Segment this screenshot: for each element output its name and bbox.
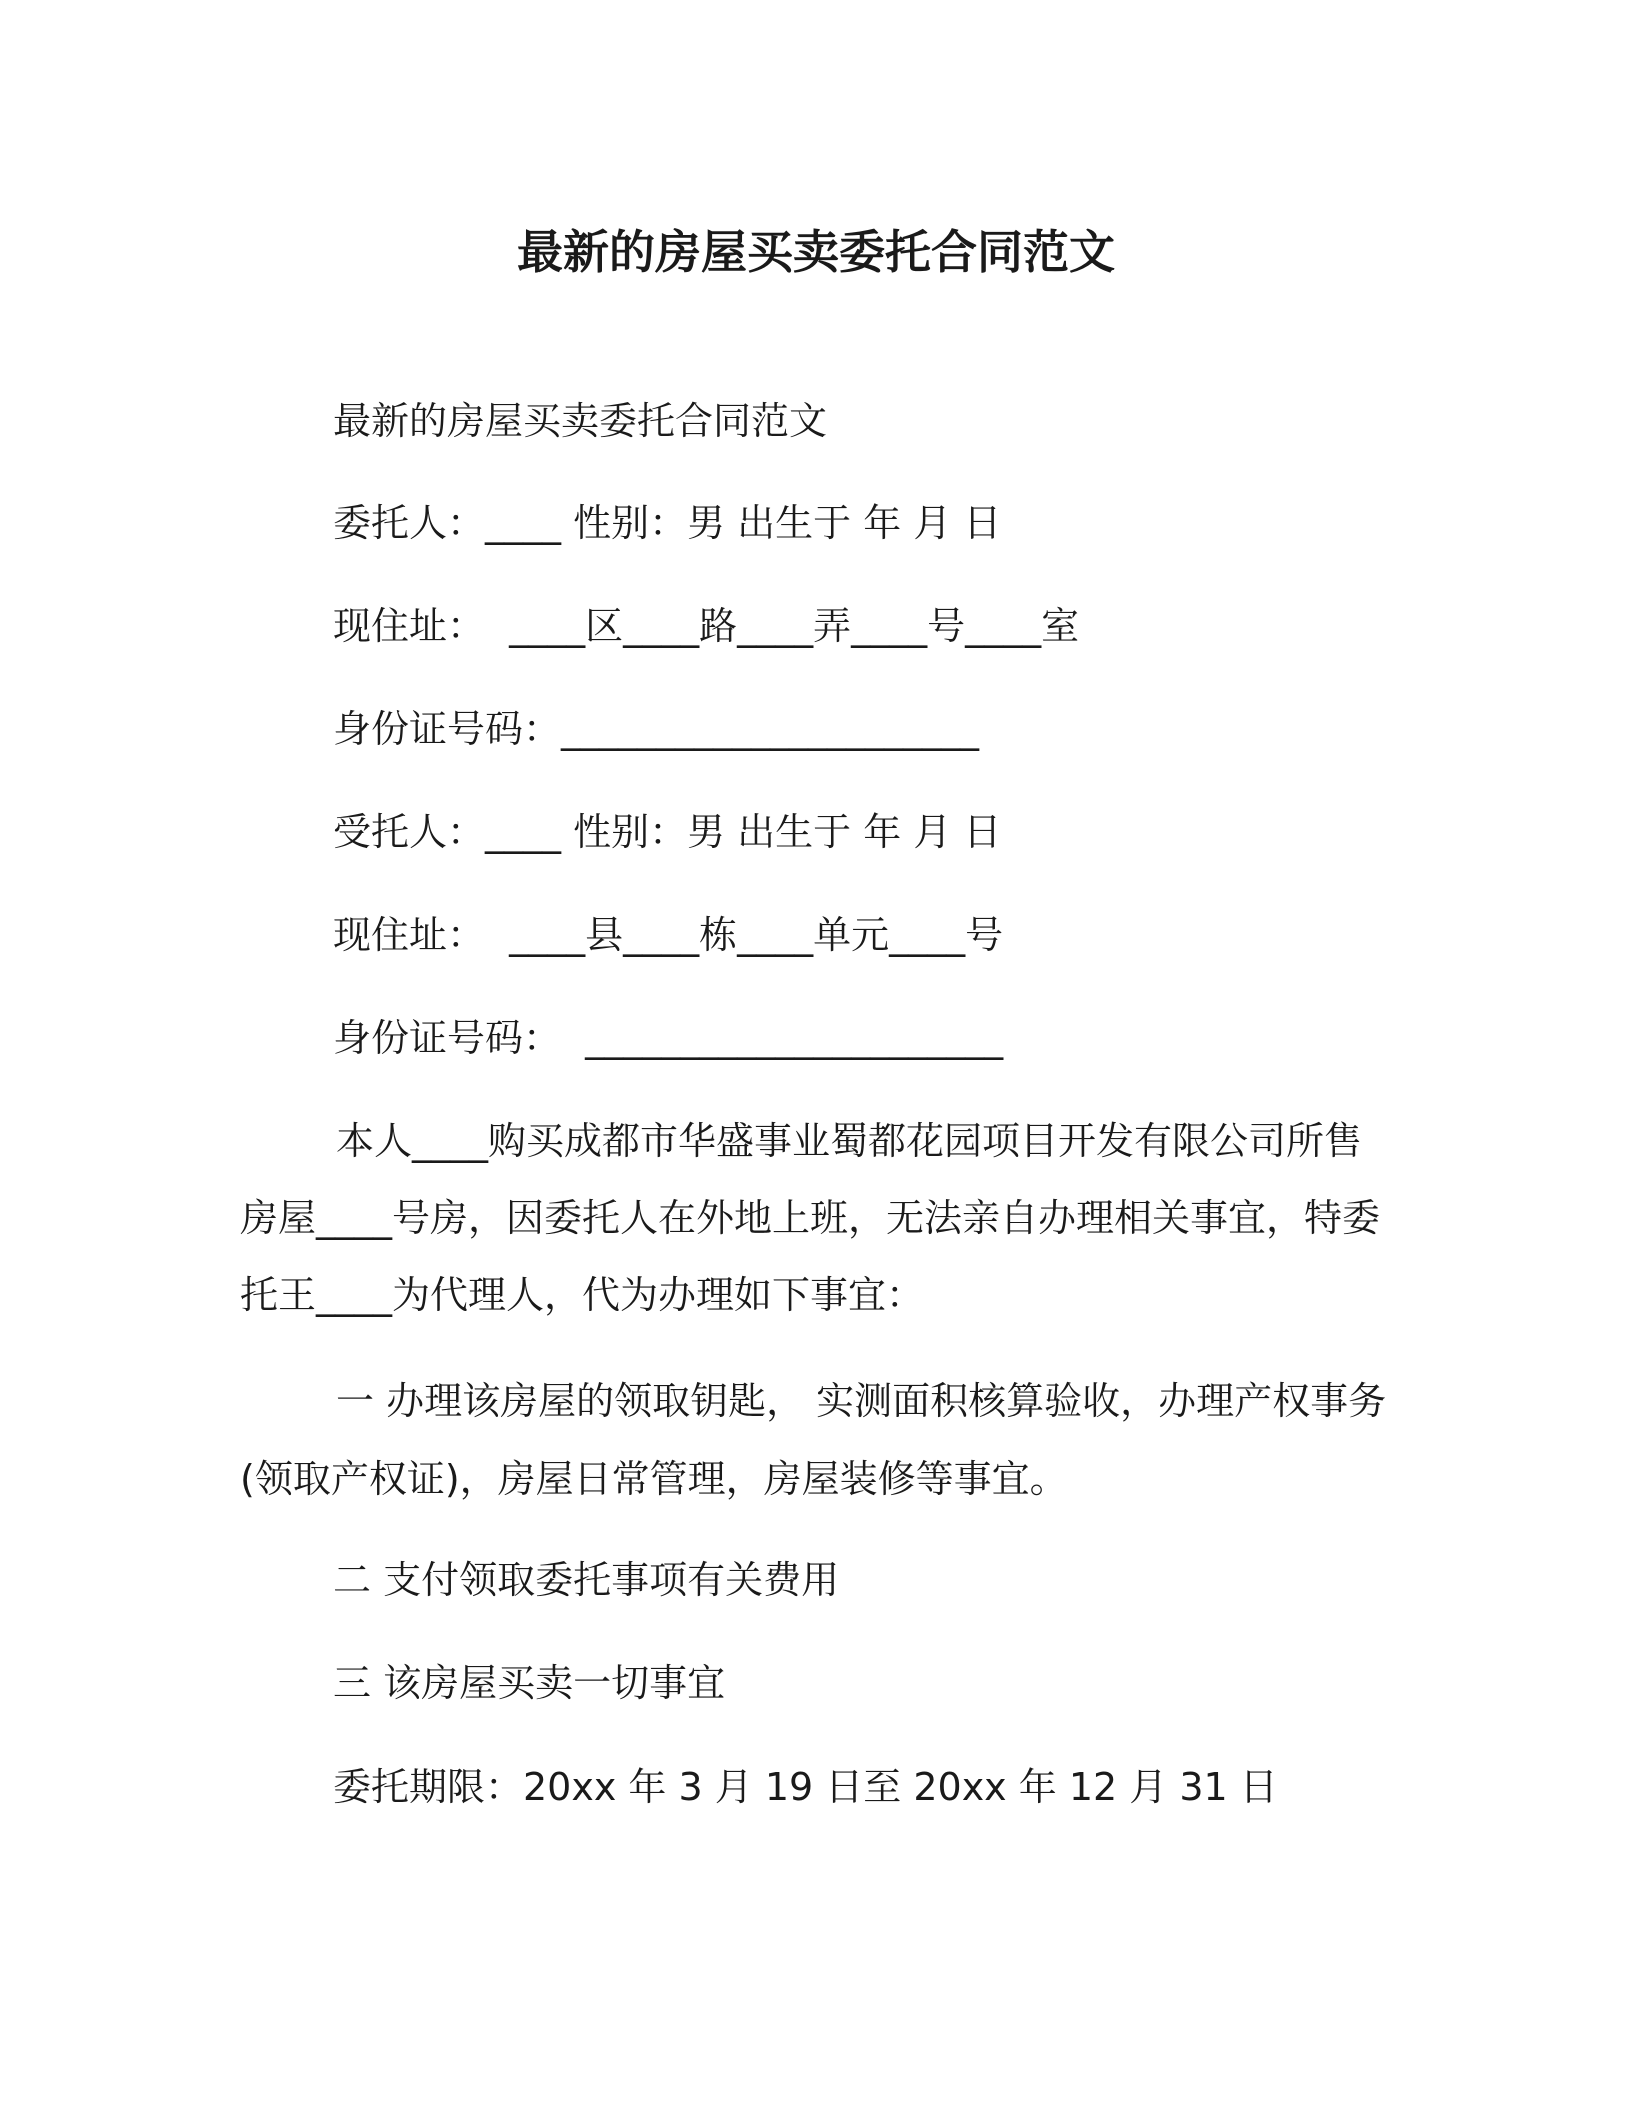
entrustment-term: 委托期限：20xx 年 3 月 19 日至 20xx 年 12 月 31 日 [333, 1765, 1278, 1809]
document-title: 最新的房屋买卖委托合同范文 [517, 225, 1115, 279]
agent-line: 受托人：____ 性别：男 出生于 年 月 日 [333, 810, 1002, 854]
statement-paragraph: 本人____购买成都市华盛事业蜀都花园项目开发有限公司所售房屋____号房，因委托人在外地上班，无法亲自办理相关事宜，特委托王____为代理人，代为办理如下事宜： [240, 1119, 1381, 1317]
document-subtitle: 最新的房屋买卖委托合同范文 [333, 399, 828, 443]
agent-address: 现住址： ____县____栋____单元____号 [333, 913, 1004, 957]
item-two: 二 支付领取委托事项有关费用 [333, 1558, 840, 1602]
item-one-paragraph: 一 办理该房屋的领取钥匙， 实测面积核算验收，办理产权事务(领取产权证)，房屋日常管理，房屋装修等事宜。 [240, 1379, 1387, 1501]
principal-id-number: 身份证号码：______________________ [333, 707, 980, 751]
item-three: 三 该房屋买卖一切事宜 [333, 1661, 726, 1705]
principal-address: 现住址： ____区____路____弄____号____室 [333, 604, 1080, 648]
agent-id-number: 身份证号码： ______________________ [333, 1016, 1004, 1060]
principal-line: 委托人：____ 性别：男 出生于 年 月 日 [333, 501, 1002, 545]
